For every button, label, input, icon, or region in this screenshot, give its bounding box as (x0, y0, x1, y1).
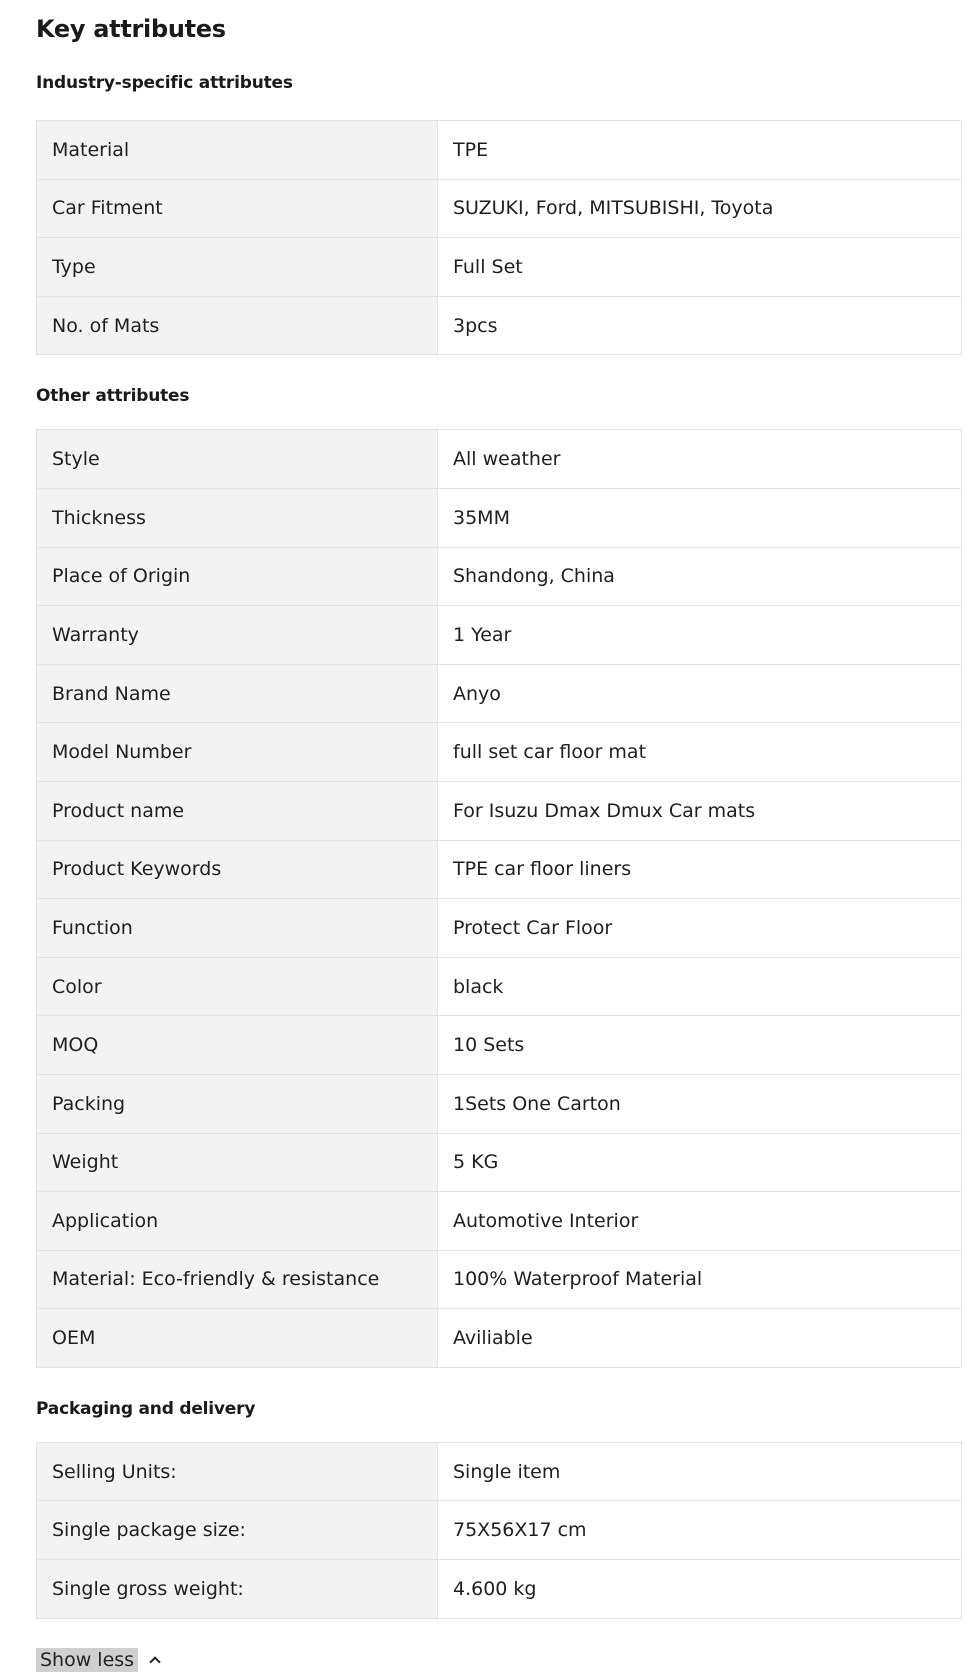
attribute-value: Shandong, China (438, 547, 962, 606)
attribute-name: Selling Units: (37, 1442, 438, 1501)
attribute-name: Car Fitment (37, 179, 438, 238)
attribute-value: full set car floor mat (438, 723, 962, 782)
attribute-name: Model Number (37, 723, 438, 782)
table-row (37, 1192, 962, 1251)
table-row (37, 121, 962, 180)
table-row (37, 723, 962, 782)
attribute-name: Material: Eco-friendly & resistance (37, 1250, 438, 1309)
chevron-up-icon (150, 1655, 160, 1665)
attribute-name: Application (37, 1192, 438, 1251)
table-row (37, 296, 962, 355)
attribute-name: MOQ (37, 1016, 438, 1075)
table-row (37, 606, 962, 665)
table-row (37, 1074, 962, 1133)
table-row (37, 1309, 962, 1368)
attribute-value: 5 KG (438, 1133, 962, 1192)
attribute-value: Single item (438, 1442, 962, 1501)
attribute-name: No. of Mats (37, 296, 438, 355)
attribute-value: TPE (438, 121, 962, 180)
attributes-table-packaging (36, 1442, 962, 1619)
section-title-packaging: Packaging and delivery (36, 1398, 256, 1419)
table-row (37, 488, 962, 547)
attribute-name: Color (37, 957, 438, 1016)
table-row (37, 899, 962, 958)
attribute-name: Style (37, 430, 438, 489)
attribute-name: OEM (37, 1309, 438, 1368)
attribute-name: Warranty (37, 606, 438, 665)
table-row (37, 957, 962, 1016)
attribute-value: All weather (438, 430, 962, 489)
attribute-value: black (438, 957, 962, 1016)
attribute-value: 3pcs (438, 296, 962, 355)
table-row (37, 1560, 962, 1619)
show-less-button[interactable] (36, 1648, 160, 1672)
attribute-value: 10 Sets (438, 1016, 962, 1075)
table-body (37, 1442, 962, 1618)
attribute-name: Material (37, 121, 438, 180)
table-row (37, 840, 962, 899)
attribute-value: TPE car floor liners (438, 840, 962, 899)
table-row (37, 1442, 962, 1501)
table-row (37, 430, 962, 489)
attribute-value: For Isuzu Dmax Dmux Car mats (438, 781, 962, 840)
page-title: Key attributes (36, 15, 226, 43)
attributes-table-other (36, 429, 962, 1368)
attribute-name: Type (37, 238, 438, 297)
table-row (37, 179, 962, 238)
attribute-name: Product Keywords (37, 840, 438, 899)
attribute-name: Packing (37, 1074, 438, 1133)
attribute-value: 4.600 kg (438, 1560, 962, 1619)
attribute-name: Function (37, 899, 438, 958)
table-row (37, 238, 962, 297)
attribute-value: Automotive Interior (438, 1192, 962, 1251)
attribute-value: 100% Waterproof Material (438, 1250, 962, 1309)
attribute-name: Brand Name (37, 664, 438, 723)
attribute-name: Thickness (37, 488, 438, 547)
attribute-name: Place of Origin (37, 547, 438, 606)
attribute-value: 35MM (438, 488, 962, 547)
table-row (37, 781, 962, 840)
attribute-value: Aviliable (438, 1309, 962, 1368)
table-body (37, 121, 962, 355)
table-row (37, 1501, 962, 1560)
table-row (37, 547, 962, 606)
attributes-table-industry (36, 120, 962, 355)
attribute-value: 1 Year (438, 606, 962, 665)
attribute-value: Protect Car Floor (438, 899, 962, 958)
section-title-industry: Industry-specific attributes (36, 73, 293, 93)
attribute-value: SUZUKI, Ford, MITSUBISHI, Toyota (438, 179, 962, 238)
table-row (37, 1016, 962, 1075)
section-title-other: Other attributes (36, 386, 190, 407)
show-less-label: Show less (36, 1648, 138, 1672)
table-row (37, 1133, 962, 1192)
attribute-name: Product name (37, 781, 438, 840)
table-body (37, 430, 962, 1368)
attribute-value: 75X56X17 cm (438, 1501, 962, 1560)
attribute-value: Anyo (438, 664, 962, 723)
key-attributes-panel (36, 0, 962, 1619)
attribute-name: Single package size: (37, 1501, 438, 1560)
table-row (37, 664, 962, 723)
attribute-name: Weight (37, 1133, 438, 1192)
attribute-value: 1Sets One Carton (438, 1074, 962, 1133)
attribute-name: Single gross weight: (37, 1560, 438, 1619)
attribute-value: Full Set (438, 238, 962, 297)
table-row (37, 1250, 962, 1309)
